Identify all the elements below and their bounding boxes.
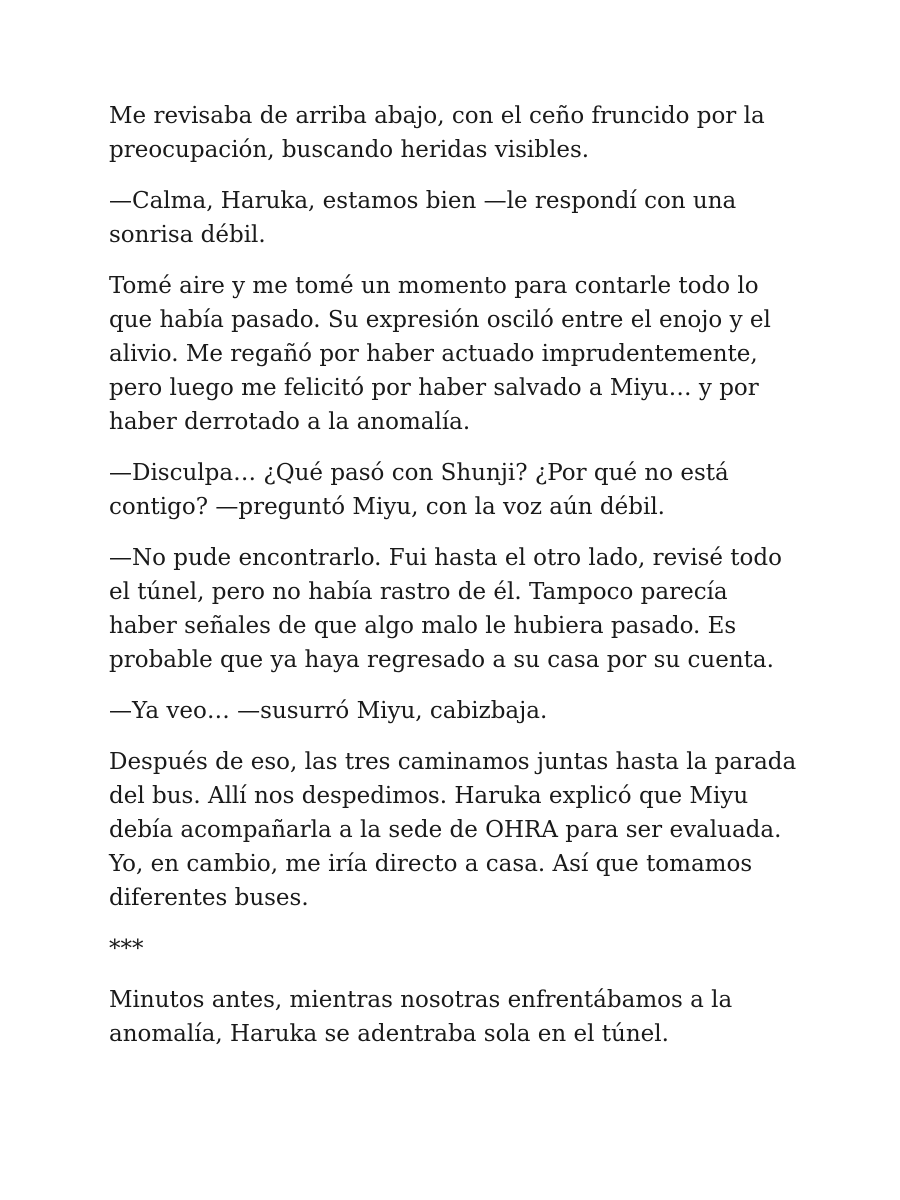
paragraph-5: —No pude encontrarlo. Fui hasta el otro lado, revisé todo el túnel, pero no había rastro de él. Tampoco parecía haber señales de que algo malo le hubiera pasado. Es probable que ya haya regresado a su casa por su cuenta. — [109, 545, 782, 673]
paragraph-1: Me revisaba de arriba abajo, con el ceño fruncido por la preocupación, buscando heridas visibles. — [109, 103, 765, 163]
scene-break: *** — [109, 936, 144, 962]
body-text — [109, 99, 799, 1068]
paragraph-8: Minutos antes, mientras nosotras enfrentábamos a la anomalía, Haruka se adentraba sola en el túnel. — [109, 987, 733, 1047]
paragraph-3: Tomé aire y me tomé un momento para contarle todo lo que había pasado. Su expresión osciló entre el enojo y el alivio. Me regañó por haber actuado imprudentemente, pero luego me felicitó por haber salvado a Miyu… y por haber derrotado a la anomalía. — [109, 273, 771, 435]
paragraph-2: —Calma, Haruka, estamos bien —le respondí con una sonrisa débil. — [109, 188, 737, 248]
paragraph-6: —Ya veo… —susurró Miyu, cabizbaja. — [109, 698, 548, 724]
paragraph-7: Después de eso, las tres caminamos juntas hasta la parada del bus. Allí nos despedimos. Haruka explicó que Miyu debía acompañarla a la sede de OHRA para ser evaluada. Yo, en cambio, me iría directo a casa. Así que tomamos diferentes buses. — [109, 749, 797, 911]
paragraph-4: —Disculpa… ¿Qué pasó con Shunji? ¿Por qué no está contigo? —preguntó Miyu, con la voz aún débil. — [109, 460, 729, 520]
